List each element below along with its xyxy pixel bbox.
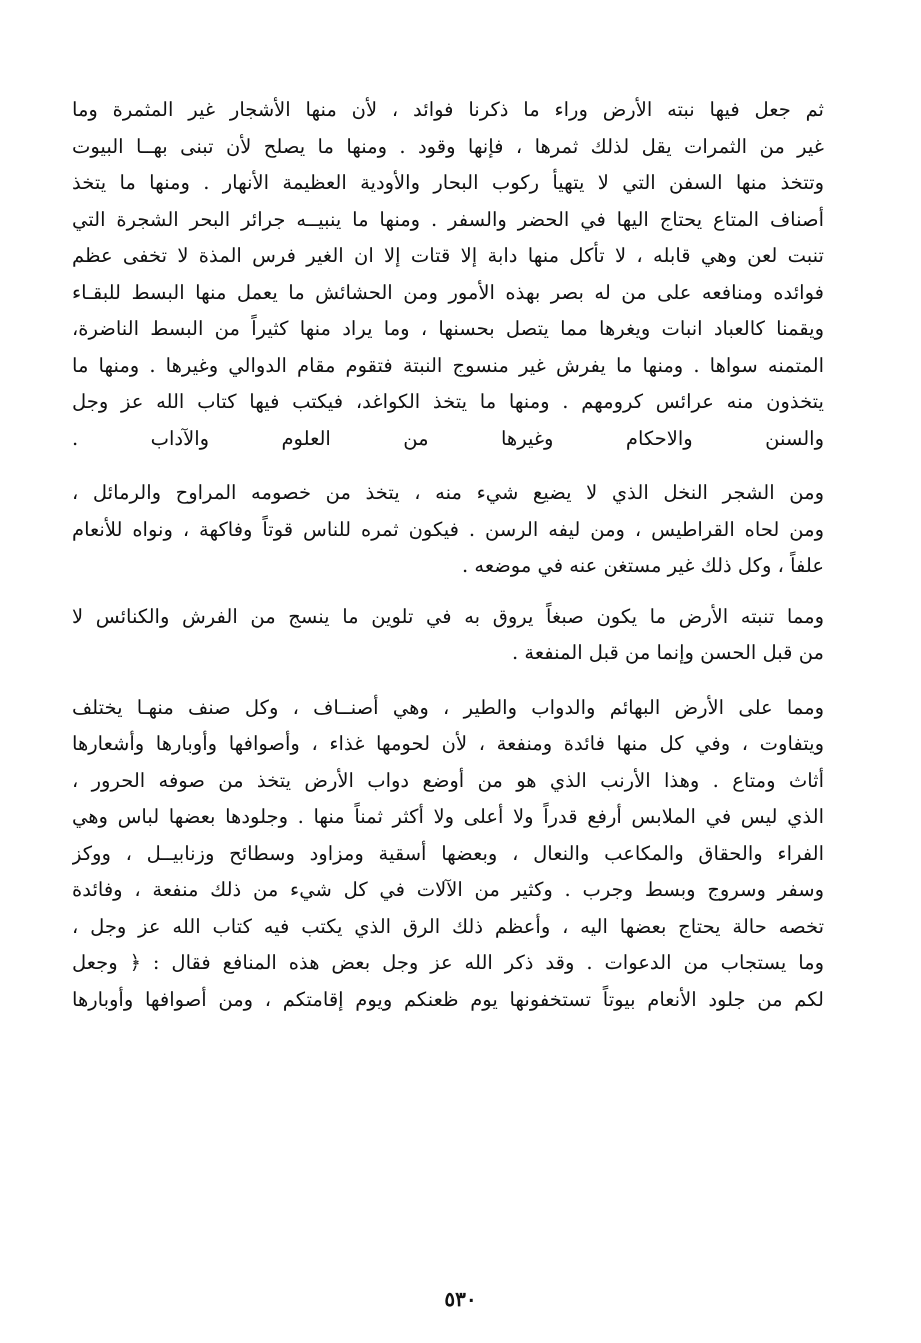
text-line: أصناف المتاع يحتاج اليها في الحضر والسفر . ومنها ما ينبيــه جرائر البحر الشجرة التي bbox=[72, 207, 824, 231]
text-line: الذي ليس في الملابس أرفع قدراً ولا أعلى ولا أكثر ثمناً منها . وجلودها بعضها لباس وهي bbox=[72, 805, 824, 828]
text-line: ومما على الأرض البهائم والدواب والطير ، وهي أصنــاف ، وكل صنف منهـا يختلف bbox=[72, 695, 824, 719]
text-line: لكم من جلود الأنعام بيوتاً تستخفونها يوم ظعنكم ويوم إقامتكم ، ومن أصوافها وأوبارها bbox=[72, 987, 824, 1011]
text-line: تنبت لعن وهي قابله ، لا تأكل منها دابة إلا قتات إلا ان الغير فرس المذة لا تخفى عظم bbox=[72, 244, 824, 267]
text-line: وما يستجاب من الدعوات . وقد ذكر الله عز وجل بعض هذه المنافع فقال : ﴿ وجعل bbox=[72, 951, 824, 974]
text-line: وتتخذ منها السفن التي لا يتهيأ ركوب البحار والأودية العظيمة الأنهار . ومنها ما يتخذ bbox=[72, 171, 824, 194]
paragraph-4 bbox=[72, 690, 824, 1019]
text-line: غير من الثمرات يقل لذلك ثمرها ، فإنها وقود . ومنها ما يصلح لأن تبنى بهــا البيوت bbox=[72, 134, 824, 158]
page-number: ٥٣٠ bbox=[444, 1287, 477, 1311]
text-line: يتخذون منه عرائس كرومهم . ومنها ما يتخذ الكواغد، فيكتب فيها كتاب الله عز وجل bbox=[72, 390, 824, 413]
text-line: ومما تنبته الأرض ما يكون صبغاً يروق به في تلوين ما ينسج من الفرش والكنائس لا bbox=[72, 604, 824, 628]
text-line: وسفر وسروج وبسط وجرب . وكثير من الآلات في كل شيء من ذلك منفعة ، وفائدة bbox=[72, 878, 824, 901]
text-line: تخصه حالة يحتاج بعضها اليه ، وأعظم ذلك الرق الذي يكتب فيه كتاب الله عز وجل ، bbox=[72, 914, 824, 938]
text-line: المتمنه سواها . ومنها ما يفرش غير منسوج النبتة فتقوم مقام الدوالي وغيرها . ومنها ما bbox=[72, 353, 824, 377]
page-body bbox=[72, 92, 824, 1018]
paragraph-3 bbox=[72, 599, 824, 672]
text-line: ثم جعل فيها نبته الأرض وراء ما ذكرنا فوائد ، لأن منها الأشجار غير المثمرة وما bbox=[72, 98, 824, 121]
text-line: من قبل الحسن وإنما من قبل المنفعة . bbox=[511, 641, 824, 664]
paragraph-1 bbox=[72, 92, 824, 457]
text-line: علفاً ، وكل ذلك غير مستغن عنه في موضعه . bbox=[461, 554, 824, 577]
paragraph-2 bbox=[72, 475, 824, 585]
text-line: ويقمنا كالعباد انبات ويغرها مما يتصل بحسنها ، وما يراد منها كثيراً من البسط الناضرة، bbox=[72, 317, 824, 340]
text-line: ومن لحاه القراطيس ، ومن ليفه الرسن . فيكون ثمره للناس قوتاً وفاكهة ، ونواه للأنعام bbox=[72, 517, 824, 541]
text-line: والسنن والاحكام وغيرها من العلوم والآداب . bbox=[72, 426, 824, 450]
text-line: فوائده ومنافعه على من له بصر بهذه الأمور ومن الحشائش ما يعمل منها البسط للبقـاء bbox=[72, 280, 824, 304]
text-line: الفراء والحقاق والمكاعب والنعال ، وبعضها أسقية ومزاود وسطائح وزنابيــل ، ووكز bbox=[72, 841, 824, 865]
text-line: ومن الشجر النخل الذي لا يضيع شيء منه ، يتخذ من خصومه المراوح والرمائل ، bbox=[72, 481, 824, 504]
text-line: أثاث ومتاع . وهذا الأرنب الذي هو من أوضع دواب الأرض يتخذ من صوفه الحرور ، bbox=[72, 768, 824, 792]
text-line: ويتفاوت ، وفي كل منها فائدة ومنفعة ، لأن لحومها غذاء ، وأصوافها وأوبارها وأشعارها bbox=[72, 732, 824, 755]
